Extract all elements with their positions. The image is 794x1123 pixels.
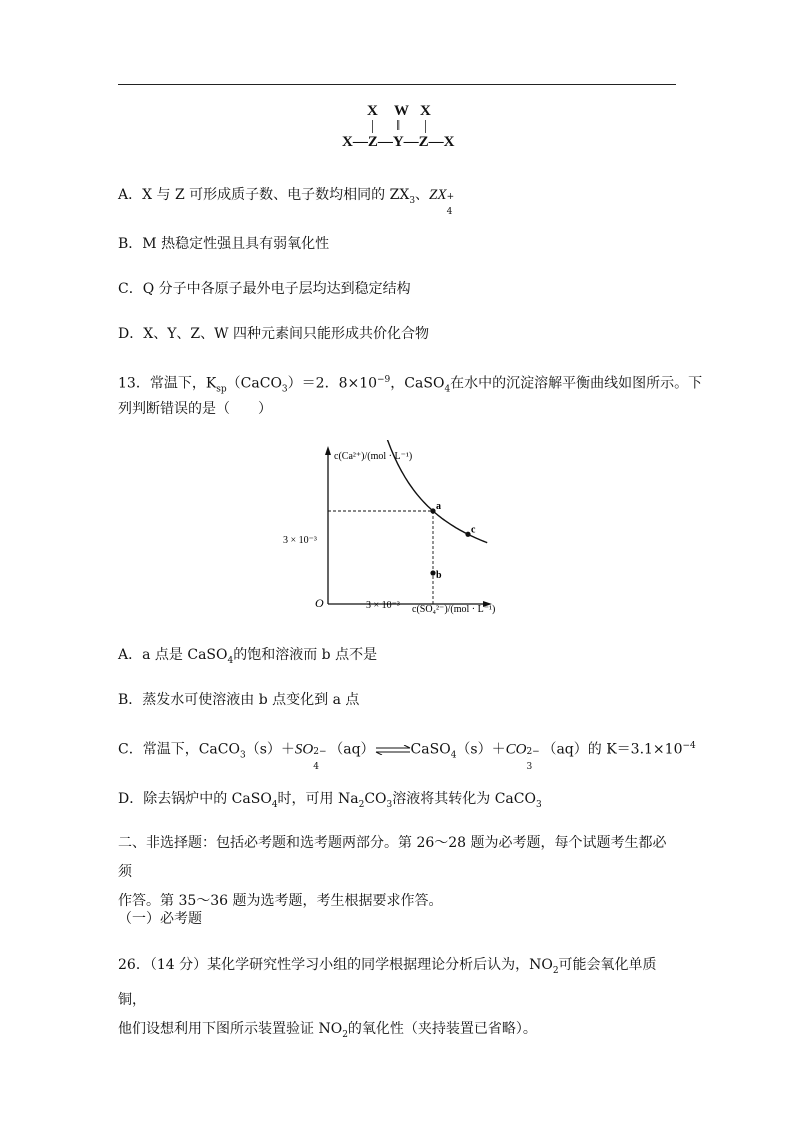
bond-top-mid: ‖ [396,118,401,134]
q12-option-c: C．Q 分子中各原子最外电子层均达到稳定结构 [118,281,411,297]
y-axis-arrow [325,446,331,455]
q12-option-b: B．M 热稳定性强且具有弱氧化性 [118,236,330,252]
data-point-label-a: a [436,501,441,512]
q13-option-d: D．除去锅炉中的 CaSO$_4$时，可用 $Na_2CO_3$溶液将其转化为 CaCO$_3$ [118,791,542,810]
q13-stem-line1: 13．常温下，$K_{sp}(CaCO_3)=2$．$8\times 10^{-9}$，CaSO$_4$在水中的沉淀溶解平衡曲线如图所示。下 [118,375,703,395]
structural-formula [335,103,475,155]
q12-option-d: D．X、Y、Z、W 四种元素间只能形成共价化合物 [118,326,429,342]
x-tick-label: 3 × 10⁻³ [366,600,400,611]
q13-stem-line2: 列判断错误的是（ ） [118,401,272,417]
origin-label: O [315,596,324,610]
main-chain: X—Z—Y—Z—X [342,134,455,150]
equilibrium-arrow-icon [375,745,411,755]
atom-w-top: W [394,103,409,119]
y-axis-label: c(Ca²⁺)/(mol · L⁻¹) [334,451,413,462]
q12-option-a: A．X 与 Z 可形成质子数、电子数均相同的 $ZX_3$、ZX + 4 [118,187,455,217]
data-point-label-c: c [471,524,476,536]
bond-top-left: | [371,118,375,134]
solubility-chart [276,440,516,620]
data-point-c [465,532,470,537]
q26-stem: 26．（14 分）某化学研究性学习小组的同学根据理论分析后认为，$NO_2$可能会氧化单质铜， 他们设想利用下图所示装置验证 $NO_2$的氧化性（夹持装置已省略）。 [118,957,657,1040]
x-axis-label: c(SO₄²⁻)/(mol · L⁻¹) [412,604,496,615]
q13-option-c: C．常温下，CaCO$_3$（s）＋SO 2− 4 （aq） CaSO$_4$（s）＋CO 2− 3 （aq）的 $K=3.1\times 10^{-4}$ [118,741,696,772]
data-point-a [430,508,435,513]
atom-x-top-left: X [367,103,378,119]
header-rule [118,84,676,85]
q13-option-b: B．蒸发水可使溶液由 b 点变化到 a 点 [118,692,360,708]
data-point-b [430,570,435,575]
section2-subheading: （一）必考题 [118,911,202,927]
atom-x-top-right: X [420,103,431,119]
q13-option-a: A．a 点是 CaSO$_4$的饱和溶液而 b 点不是 [118,647,378,666]
data-point-label-b: b [436,570,442,581]
section2-intro: 二、非选择题：包括必考题和选考题两部分。第 26～28 题为必考题，每个试题考生都必须 作答。第 35～36 题为选考题，考生根据要求作答。 [118,835,667,909]
bond-top-right: | [424,118,428,134]
y-tick-label: 3 × 10⁻³ [283,535,317,546]
